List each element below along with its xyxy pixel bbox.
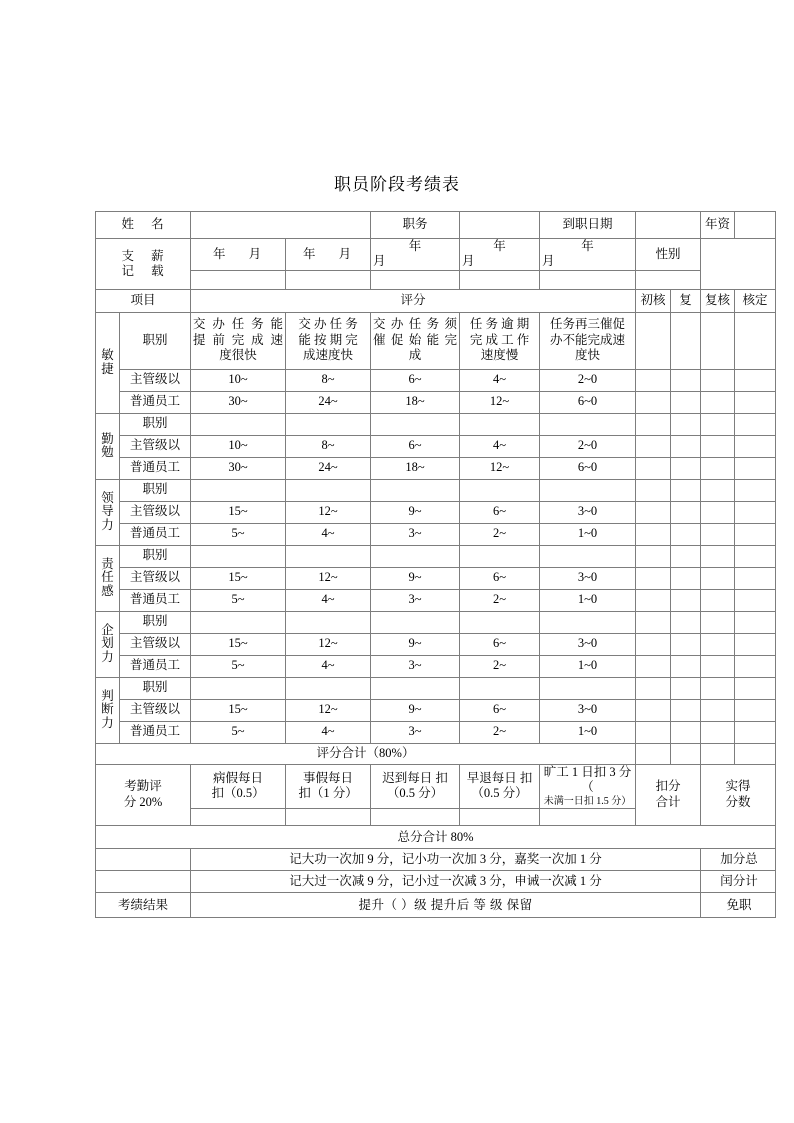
- attendance-value-cell[interactable]: [286, 809, 371, 826]
- rank-label: 职别: [120, 677, 191, 699]
- review-cell[interactable]: [671, 567, 701, 589]
- attendance-sick-leave: 病假每日 扣（0.5）: [191, 764, 286, 809]
- criteria-col-1: 交办任务能 提前完成速 度很快: [191, 312, 286, 369]
- rank-row-label: 主管级以: [120, 567, 191, 589]
- score-cell: 6~: [460, 501, 540, 523]
- blank-cell[interactable]: [286, 677, 371, 699]
- table-row: [96, 567, 776, 589]
- score-cell: 18~: [371, 391, 460, 413]
- score-label: 评分: [191, 289, 636, 312]
- table-row-result: [96, 893, 776, 918]
- score-cell: 9~: [371, 567, 460, 589]
- attendance-early-leave: 早退每日 扣 （0.5 分）: [460, 764, 540, 809]
- blank-cell[interactable]: [540, 677, 636, 699]
- score-cell: 3~0: [540, 699, 636, 721]
- score-cell: 4~: [286, 589, 371, 611]
- review-cell[interactable]: [636, 589, 671, 611]
- rank-label: 职别: [120, 611, 191, 633]
- score-cell: 2~0: [540, 435, 636, 457]
- score-cell: 4~: [286, 721, 371, 743]
- blank-cell[interactable]: [191, 545, 286, 567]
- table-row: [96, 413, 776, 435]
- review-cell[interactable]: [701, 567, 735, 589]
- blank-cell[interactable]: [371, 545, 460, 567]
- review-cell[interactable]: [701, 545, 735, 567]
- review-cell[interactable]: [671, 413, 701, 435]
- review-cell[interactable]: [735, 743, 776, 764]
- score-cell: 6~: [371, 435, 460, 457]
- review-cell[interactable]: [701, 501, 735, 523]
- merit-deduct-blank[interactable]: [96, 871, 191, 893]
- criteria-col-5: 任务再三催促 办不能完成速 度快: [540, 312, 636, 369]
- blank-cell[interactable]: [286, 545, 371, 567]
- merit-add-text: 记大功一次加 9 分，记小功一次加 3 分，嘉奖一次加 1 分: [191, 849, 701, 871]
- score-cell: 1~0: [540, 655, 636, 677]
- merit-deduct-right: 闰分计: [701, 871, 776, 893]
- review-cell[interactable]: [636, 743, 671, 764]
- review-cell[interactable]: [636, 391, 671, 413]
- review-cell[interactable]: [636, 699, 671, 721]
- hire-date-value[interactable]: [636, 212, 701, 239]
- rank-label: 职别: [120, 479, 191, 501]
- gender-label: 性别: [636, 239, 701, 271]
- score-cell: 1~0: [540, 589, 636, 611]
- score-cell: 12~: [286, 633, 371, 655]
- criteria-col-3: 交办任务须 催促始能完 成: [371, 312, 460, 369]
- rank-row-label: 主管级以: [120, 435, 191, 457]
- review-cell[interactable]: [636, 479, 671, 501]
- category-label-panduanli: 判 断 力: [96, 677, 120, 743]
- blank-cell[interactable]: [460, 413, 540, 435]
- table-row: [96, 677, 776, 699]
- score-cell: 15~: [191, 567, 286, 589]
- blank-cell[interactable]: [460, 611, 540, 633]
- result-label: 考绩结果: [96, 893, 191, 918]
- rank-row-label: 普通员工: [120, 589, 191, 611]
- blank-cell[interactable]: [371, 479, 460, 501]
- score-cell: 24~: [286, 391, 371, 413]
- score-cell: 2~: [460, 589, 540, 611]
- score-cell: 6~: [460, 633, 540, 655]
- blank-cell[interactable]: [540, 611, 636, 633]
- table-row: [96, 369, 776, 391]
- score-cell: 6~0: [540, 457, 636, 479]
- score-cell: 18~: [371, 457, 460, 479]
- gender-value[interactable]: [701, 239, 776, 290]
- score-cell: 8~: [286, 369, 371, 391]
- salary-cell-1[interactable]: 年 月: [191, 239, 286, 271]
- attendance-value-cell[interactable]: [540, 809, 636, 826]
- review-cell[interactable]: [636, 611, 671, 633]
- review-cell[interactable]: [735, 721, 776, 743]
- attendance-value-cell[interactable]: [460, 809, 540, 826]
- review-cell[interactable]: [671, 677, 701, 699]
- rank-label: 职别: [120, 413, 191, 435]
- table-row: [96, 523, 776, 545]
- table-row: [96, 545, 776, 567]
- review-cell[interactable]: [735, 611, 776, 633]
- review-cell[interactable]: [701, 457, 735, 479]
- table-row-merit-add: [96, 849, 776, 871]
- review-cell[interactable]: [735, 501, 776, 523]
- blank-cell[interactable]: [286, 413, 371, 435]
- score-cell: 12~: [286, 567, 371, 589]
- review-cell[interactable]: [735, 369, 776, 391]
- salary-cell-5[interactable]: 年 月: [540, 239, 636, 271]
- review-cell[interactable]: [735, 479, 776, 501]
- review-cell[interactable]: [701, 743, 735, 764]
- blank-cell[interactable]: [460, 545, 540, 567]
- review-cell[interactable]: [701, 369, 735, 391]
- review-cell[interactable]: [701, 655, 735, 677]
- rank-row-label: 主管级以: [120, 633, 191, 655]
- salary-cell-2[interactable]: 年 月: [286, 239, 371, 271]
- salary-blank-4[interactable]: [460, 270, 540, 289]
- score-cell: 2~: [460, 523, 540, 545]
- review-cell[interactable]: [671, 391, 701, 413]
- review-cell[interactable]: [735, 545, 776, 567]
- review-cell[interactable]: [671, 545, 701, 567]
- blank-cell[interactable]: [540, 479, 636, 501]
- review-cell[interactable]: [636, 545, 671, 567]
- blank-cell[interactable]: [371, 677, 460, 699]
- table-row-score-total: [96, 743, 776, 764]
- salary-blank-2[interactable]: [286, 270, 371, 289]
- review-cell[interactable]: [701, 413, 735, 435]
- deduction-total-label: 扣分 合计: [636, 764, 701, 826]
- review-cell[interactable]: [735, 457, 776, 479]
- review-cell[interactable]: [636, 523, 671, 545]
- review-cell[interactable]: [636, 721, 671, 743]
- table-row: [96, 589, 776, 611]
- score-total-label: 评分合计（80%）: [96, 743, 636, 764]
- score-cell: 2~: [460, 655, 540, 677]
- page-title: 职员阶段考绩表: [334, 175, 460, 194]
- review-cell[interactable]: [735, 589, 776, 611]
- category-label-mingjie: 敏 捷: [96, 312, 120, 413]
- review-cell[interactable]: [636, 677, 671, 699]
- review-cell[interactable]: [636, 501, 671, 523]
- score-cell: 30~: [191, 457, 286, 479]
- score-cell: 1~0: [540, 721, 636, 743]
- name-label: 姓 名: [96, 212, 191, 239]
- blank-cell[interactable]: [286, 479, 371, 501]
- review-col-fu: 复: [671, 289, 701, 312]
- score-cell: 4~: [286, 523, 371, 545]
- score-cell: 10~: [191, 369, 286, 391]
- score-cell: 3~: [371, 523, 460, 545]
- table-row: [96, 611, 776, 633]
- table-row: [96, 479, 776, 501]
- score-cell: 12~: [460, 391, 540, 413]
- review-cell[interactable]: [701, 699, 735, 721]
- table-row-identity: [96, 212, 776, 239]
- result-dismiss[interactable]: 免职: [701, 893, 776, 918]
- review-cell[interactable]: [636, 655, 671, 677]
- blank-cell[interactable]: [191, 413, 286, 435]
- rank-row-label: 普通员工: [120, 391, 191, 413]
- rank-row-label: 普通员工: [120, 721, 191, 743]
- rank-row-label: 主管级以: [120, 699, 191, 721]
- review-cell[interactable]: [671, 633, 701, 655]
- review-cell[interactable]: [735, 391, 776, 413]
- table-row-salary-record: [96, 239, 776, 271]
- table-row: [96, 501, 776, 523]
- table-row: [96, 391, 776, 413]
- review-cell[interactable]: [671, 523, 701, 545]
- review-cell[interactable]: [636, 633, 671, 655]
- table-row-grand-total: [96, 826, 776, 849]
- review-cell[interactable]: [701, 435, 735, 457]
- review-cell[interactable]: [701, 479, 735, 501]
- review-cell[interactable]: [735, 312, 776, 369]
- review-col-heding: 核定: [735, 289, 776, 312]
- review-cell[interactable]: [671, 721, 701, 743]
- review-cell[interactable]: [701, 677, 735, 699]
- salary-blank-1[interactable]: [191, 270, 286, 289]
- review-cell[interactable]: [701, 523, 735, 545]
- score-cell: 4~: [460, 435, 540, 457]
- blank-cell[interactable]: [371, 413, 460, 435]
- score-cell: 6~0: [540, 391, 636, 413]
- score-cell: 3~: [371, 721, 460, 743]
- rank-label: 职别: [120, 545, 191, 567]
- blank-cell[interactable]: [460, 479, 540, 501]
- blank-cell[interactable]: [191, 479, 286, 501]
- blank-cell[interactable]: [371, 611, 460, 633]
- category-label-qinmian: 勤 勉: [96, 413, 120, 479]
- table-row-merit-deduct: [96, 871, 776, 893]
- score-cell: 3~: [371, 589, 460, 611]
- blank-cell[interactable]: [191, 677, 286, 699]
- attendance-label: 考勤评 分 20%: [96, 764, 191, 826]
- score-cell: 6~: [460, 699, 540, 721]
- review-cell[interactable]: [701, 589, 735, 611]
- review-cell[interactable]: [701, 633, 735, 655]
- review-cell[interactable]: [735, 677, 776, 699]
- review-cell[interactable]: [701, 611, 735, 633]
- rank-row-label: 普通员工: [120, 457, 191, 479]
- table-row: [96, 699, 776, 721]
- score-cell: 2~0: [540, 369, 636, 391]
- hire-date-label: 到职日期: [540, 212, 636, 239]
- salary-cell-3[interactable]: 年 月: [371, 239, 460, 271]
- score-cell: 12~: [286, 501, 371, 523]
- review-cell[interactable]: [735, 633, 776, 655]
- blank-cell[interactable]: [191, 611, 286, 633]
- review-cell[interactable]: [671, 611, 701, 633]
- score-cell: 3~: [371, 655, 460, 677]
- review-cell[interactable]: [671, 457, 701, 479]
- seniority-value[interactable]: [735, 212, 776, 239]
- blank-cell[interactable]: [286, 611, 371, 633]
- rank-row-label: 普通员工: [120, 655, 191, 677]
- rank-row-label: 主管级以: [120, 501, 191, 523]
- review-cell[interactable]: [671, 589, 701, 611]
- score-cell: 15~: [191, 501, 286, 523]
- salary-blank-5[interactable]: [540, 270, 636, 289]
- attendance-personal-leave: 事假每日 扣（1 分）: [286, 764, 371, 809]
- category-label-zerengan: 责 任 感: [96, 545, 120, 611]
- position-label: 职务: [371, 212, 460, 239]
- review-cell[interactable]: [636, 312, 671, 369]
- actual-score-label: 实得 分数: [701, 764, 776, 826]
- score-cell: 24~: [286, 457, 371, 479]
- score-cell: 6~: [460, 567, 540, 589]
- score-cell: 4~: [286, 655, 371, 677]
- score-cell: 4~: [460, 369, 540, 391]
- salary-blank-6[interactable]: [636, 270, 701, 289]
- score-cell: 5~: [191, 523, 286, 545]
- table-row-criteria-header: [96, 312, 776, 369]
- salary-cell-4[interactable]: 年 月: [460, 239, 540, 271]
- review-cell[interactable]: [671, 655, 701, 677]
- result-options[interactable]: 提升（ ）级 提升后 等 级 保留: [191, 893, 701, 918]
- position-value[interactable]: [460, 212, 540, 239]
- attendance-value-cell[interactable]: [371, 809, 460, 826]
- review-cell[interactable]: [636, 457, 671, 479]
- review-cell[interactable]: [735, 435, 776, 457]
- table-row-attendance-header: [96, 764, 776, 809]
- review-cell[interactable]: [636, 413, 671, 435]
- score-cell: 3~0: [540, 633, 636, 655]
- review-cell[interactable]: [671, 369, 701, 391]
- score-cell: 9~: [371, 699, 460, 721]
- merit-deduct-text: 记大过一次减 9 分，记小过一次减 3 分，申诫一次减 1 分: [191, 871, 701, 893]
- table-row: [96, 457, 776, 479]
- merit-add-right: 加分总: [701, 849, 776, 871]
- review-cell[interactable]: [701, 391, 735, 413]
- seniority-label: 年资: [701, 212, 735, 239]
- blank-cell[interactable]: [460, 677, 540, 699]
- table-row: [96, 435, 776, 457]
- attendance-absent: 旷工 1 日扣 3 分 （ 未满一日扣 1.5 分）: [540, 764, 636, 809]
- review-cell[interactable]: [636, 435, 671, 457]
- score-cell: 5~: [191, 655, 286, 677]
- blank-cell[interactable]: [540, 413, 636, 435]
- table-row-salary-blank: [96, 270, 776, 289]
- attendance-value-cell[interactable]: [191, 809, 286, 826]
- salary-blank-3[interactable]: [371, 270, 460, 289]
- table-row-section-header: [96, 289, 776, 312]
- review-cell[interactable]: [735, 655, 776, 677]
- review-cell[interactable]: [671, 312, 701, 369]
- table-row: [96, 655, 776, 677]
- review-cell[interactable]: [701, 312, 735, 369]
- attendance-late: 迟到每日 扣 （0.5 分）: [371, 764, 460, 809]
- review-cell[interactable]: [735, 523, 776, 545]
- rank-label: 职别: [120, 312, 191, 369]
- score-cell: 3~0: [540, 567, 636, 589]
- grand-total-label: 总分合计 80%: [96, 826, 776, 849]
- review-cell[interactable]: [735, 413, 776, 435]
- review-cell[interactable]: [735, 699, 776, 721]
- score-cell: 9~: [371, 501, 460, 523]
- score-cell: 1~0: [540, 523, 636, 545]
- review-cell[interactable]: [671, 435, 701, 457]
- name-value[interactable]: [191, 212, 371, 239]
- merit-add-blank[interactable]: [96, 849, 191, 871]
- review-cell[interactable]: [671, 479, 701, 501]
- score-cell: 10~: [191, 435, 286, 457]
- score-cell: 12~: [460, 457, 540, 479]
- category-label-lingdaoli: 领 导 力: [96, 479, 120, 545]
- category-label-qihuali: 企 划 力: [96, 611, 120, 677]
- table-row: [96, 721, 776, 743]
- appraisal-table: [95, 211, 776, 918]
- table-row: [96, 633, 776, 655]
- review-cell[interactable]: [636, 567, 671, 589]
- review-cell[interactable]: [735, 567, 776, 589]
- score-cell: 2~: [460, 721, 540, 743]
- criteria-col-4: 任 务 逾 期 完 成 工 作 速度慢: [460, 312, 540, 369]
- review-col-fuhe: 复核: [701, 289, 735, 312]
- criteria-col-2: 交 办 任 务 能 按 期 完 成速度快: [286, 312, 371, 369]
- score-cell: 5~: [191, 721, 286, 743]
- score-cell: 15~: [191, 633, 286, 655]
- item-label: 项目: [96, 289, 191, 312]
- review-cell[interactable]: [671, 743, 701, 764]
- score-cell: 5~: [191, 589, 286, 611]
- score-cell: 3~0: [540, 501, 636, 523]
- score-cell: 12~: [286, 699, 371, 721]
- rank-row-label: 普通员工: [120, 523, 191, 545]
- rank-row-label: 主管级以: [120, 369, 191, 391]
- score-cell: 6~: [371, 369, 460, 391]
- score-cell: 30~: [191, 391, 286, 413]
- review-cell[interactable]: [636, 369, 671, 391]
- review-col-chuhe: 初核: [636, 289, 671, 312]
- score-cell: 8~: [286, 435, 371, 457]
- salary-record-label: 支 薪 记 载: [96, 239, 191, 290]
- review-cell[interactable]: [701, 721, 735, 743]
- score-cell: 15~: [191, 699, 286, 721]
- score-cell: 9~: [371, 633, 460, 655]
- blank-cell[interactable]: [540, 545, 636, 567]
- review-cell[interactable]: [671, 501, 701, 523]
- review-cell[interactable]: [671, 699, 701, 721]
